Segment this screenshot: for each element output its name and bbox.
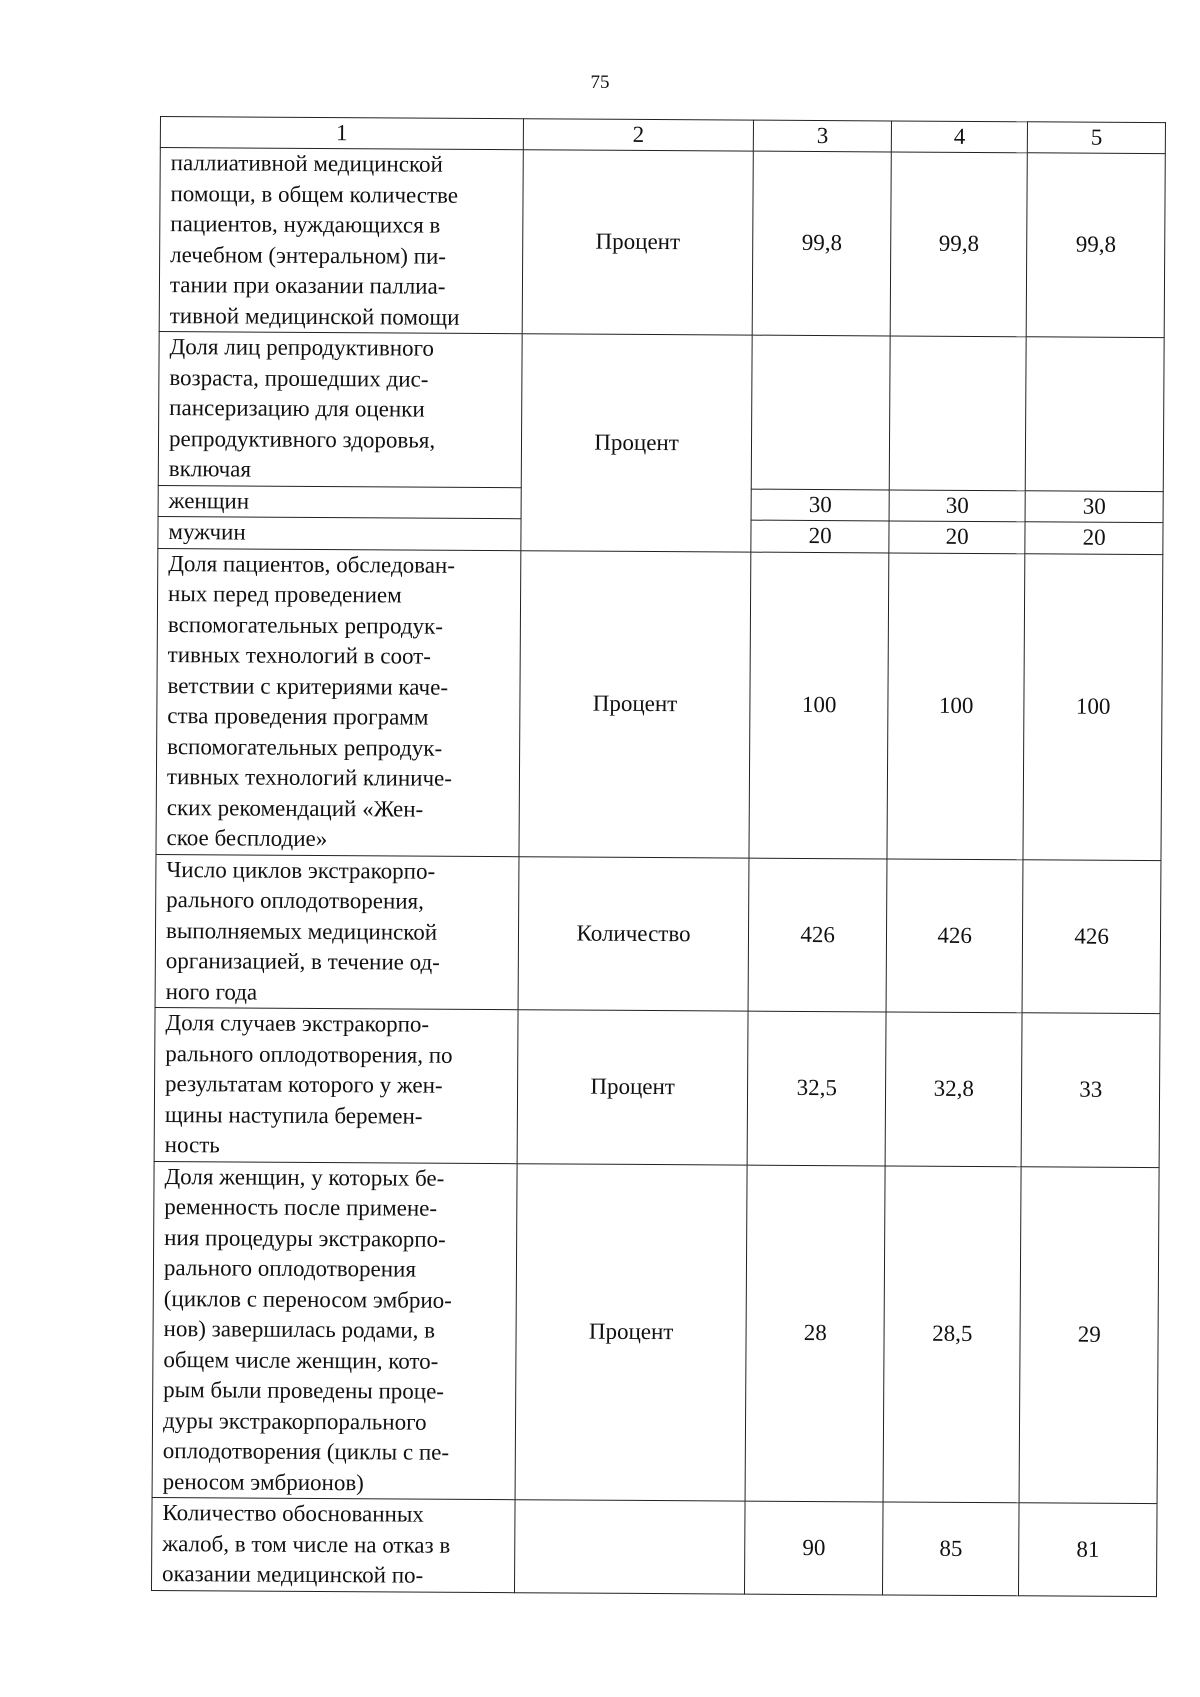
unit-cell: Процент: [519, 550, 752, 857]
table-row: [152, 1161, 1159, 1504]
table-row: [154, 1007, 1160, 1167]
indicator-text: Количество обоснованных жалоб, в том числе на отказ в оказании медицинской по-: [162, 1500, 451, 1588]
value-cell: 20: [751, 520, 889, 552]
value-cell: 426: [1022, 859, 1161, 1013]
indicator-description: [158, 331, 522, 487]
table-row: [158, 331, 1164, 491]
value-cell: 28: [745, 1165, 885, 1502]
value-cell: 99,8: [890, 152, 1028, 337]
unit-cell: [514, 1500, 745, 1594]
unit-cell: Процент: [521, 334, 753, 552]
value-cell: 100: [749, 552, 888, 859]
indicator-text: Доля случаев экстракорпо- рального оплодотворения, по результатам которого у жен- щины наступила беремен- ность: [164, 1010, 453, 1158]
value-cell: 20: [1025, 522, 1163, 554]
value-cell: [889, 336, 1026, 490]
value-cell: 100: [1023, 553, 1162, 860]
value-cell: 99,8: [1027, 153, 1166, 338]
table-row: [159, 148, 1165, 338]
indicator-description: [152, 1161, 517, 1500]
value-cell: 28,5: [883, 1165, 1021, 1502]
header-cell: 5: [1028, 122, 1166, 154]
unit-cell: Процент: [517, 1010, 749, 1165]
table-row: [155, 854, 1161, 1014]
header-cell: 1: [160, 117, 523, 150]
subrow-label-men: мужчин: [158, 516, 521, 550]
table-row: [151, 1497, 1157, 1596]
header-cell: 2: [523, 119, 754, 151]
table-row: [156, 548, 1163, 860]
value-cell: 30: [1025, 490, 1163, 522]
indicator-description: [156, 548, 521, 856]
subrow-label-women: женщин: [158, 485, 521, 519]
page-number: 75: [590, 72, 610, 93]
header-cell: 3: [754, 120, 892, 152]
value-cell: 30: [751, 489, 889, 521]
header-cell: 4: [891, 121, 1028, 153]
value-cell: 426: [748, 858, 886, 1012]
indicator-description: [155, 854, 519, 1010]
value-cell: 426: [886, 858, 1023, 1012]
value-cell: 99,8: [753, 151, 892, 336]
unit-cell: Процент: [515, 1163, 748, 1501]
value-cell: 30: [889, 489, 1026, 521]
value-cell: 85: [882, 1502, 1019, 1595]
unit-cell: Количество: [518, 856, 750, 1011]
value-cell: [1026, 337, 1165, 491]
value-cell: 100: [887, 552, 1025, 859]
value-cell: 33: [1022, 1013, 1161, 1167]
value-cell: 81: [1019, 1503, 1157, 1596]
unit-cell: Процент: [522, 150, 754, 335]
indicator-text: Доля пациентов, обследован- ных перед проведением вспомогательных репродук- тивных технологий в соот- ветствии с критериями каче- ства проведения программ вспомогательных репродук- тивных технологий клиниче- ских рекомендаций «Жен- ское бесплодие»: [166, 550, 456, 852]
indicator-description: [154, 1007, 518, 1163]
value-cell: 20: [889, 521, 1026, 553]
indicator-text: Доля женщин, у которых бе- ременность после примене- ния процедуры экстракорпо- рального оплодотворения (циклов с переносом эмбрио- нов) завершилась родами, в общем числе женщин, кото- рым были проведены проце- дуры экстракорпорального оплодотворения (циклы с пе- реносом эмбрионов): [162, 1163, 452, 1495]
indicator-text: паллиативной медицинской помощи, в общем количестве пациентов, нуждающихся в лечебном (энтеральном) пи- тании при оказании паллиа- тивной медицинской помощи: [169, 150, 460, 330]
indicator-description: [159, 148, 523, 334]
value-cell: 32,5: [748, 1011, 886, 1165]
value-cell: 29: [1019, 1166, 1159, 1503]
indicators-table: [151, 116, 1166, 1597]
value-cell: 32,8: [885, 1012, 1022, 1166]
value-cell: [752, 335, 890, 489]
value-cell: 90: [745, 1501, 883, 1594]
indicator-description: [151, 1497, 514, 1592]
indicator-text: Доля лиц репродуктивного возраста, прошедших дис- пансеризацию для оценки репродуктивного здоровья, включая: [168, 334, 436, 482]
indicator-text: Число циклов экстракорпо- рального оплодотворения, выполняемых медицинской организацией, в течение од- ного года: [165, 856, 440, 1005]
